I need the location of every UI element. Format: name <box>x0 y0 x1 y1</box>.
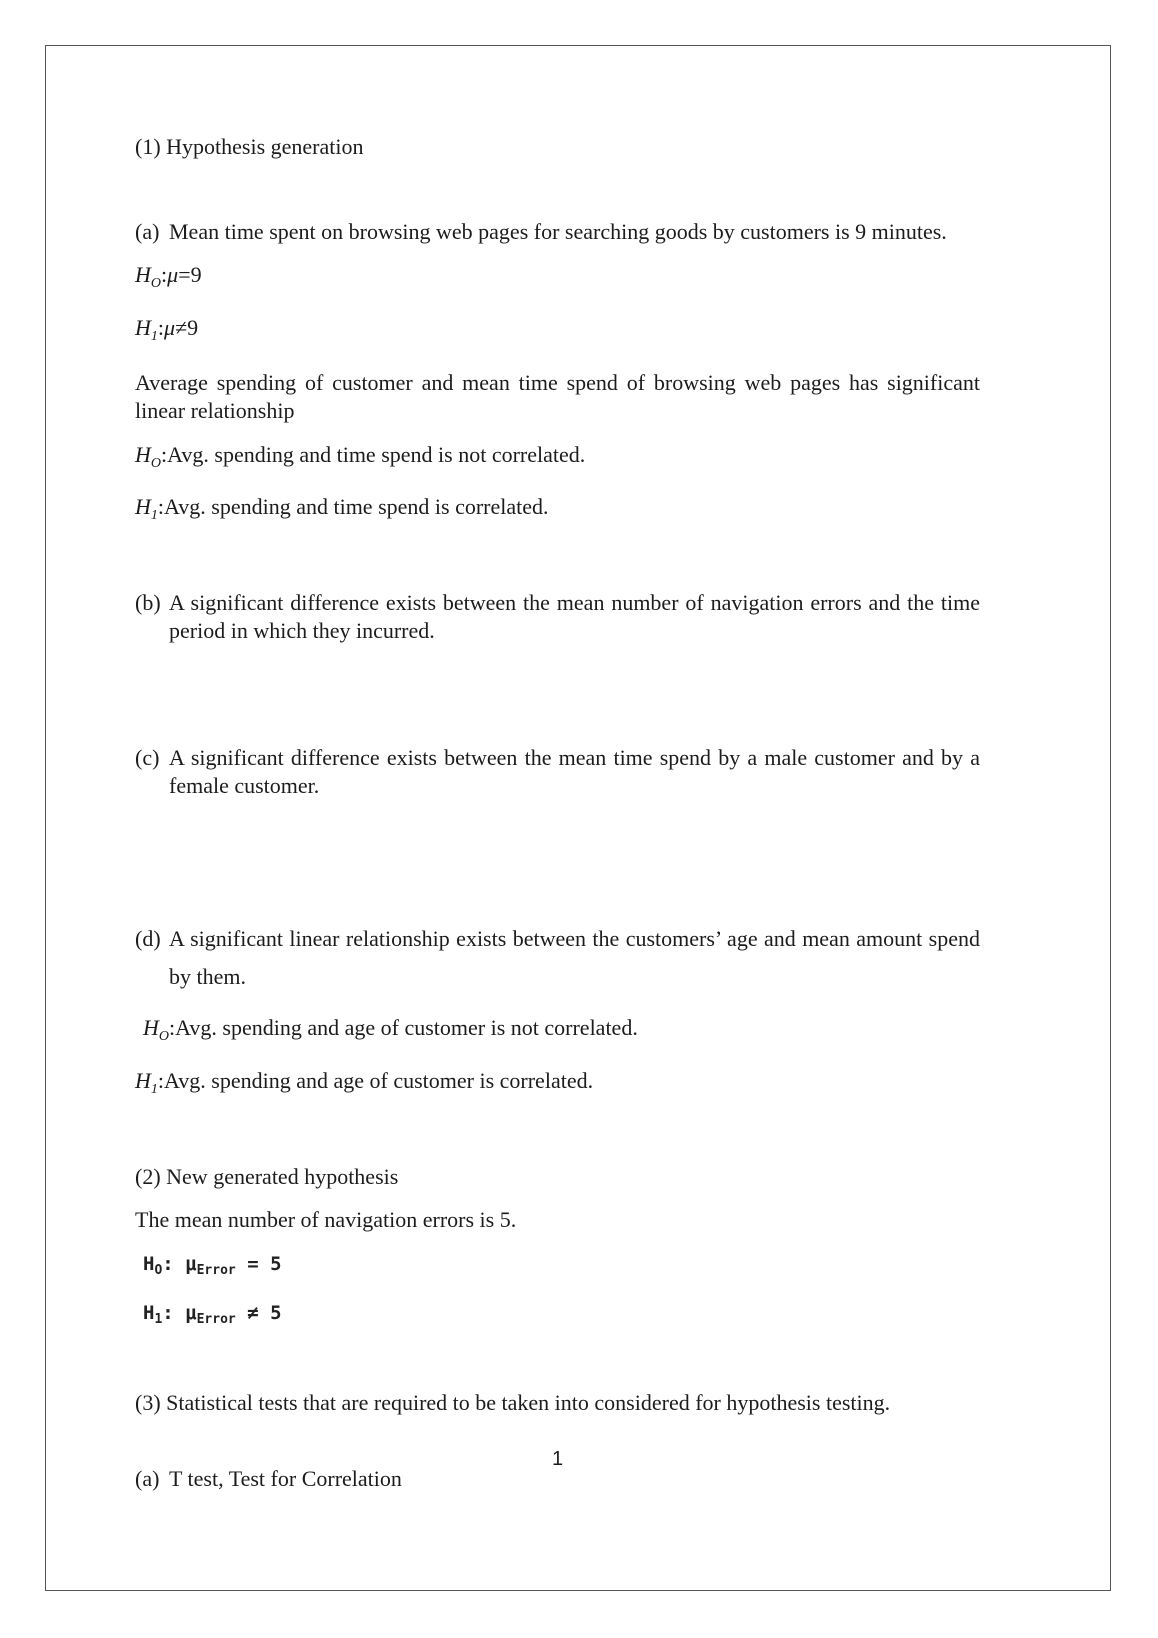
section-2-title: (2) New generated hypothesis <box>135 1164 399 1189</box>
math-subscript: O <box>150 456 162 471</box>
math-subscript: Error <box>196 1263 236 1278</box>
math-tail: ≠9 <box>175 315 199 340</box>
math-mid: : μ <box>162 1302 197 1324</box>
section-2-intro: The mean number of navigation errors is 5. <box>135 1207 517 1232</box>
math-var-h: H <box>143 1015 159 1040</box>
math-subscript: O <box>150 276 162 291</box>
math-subscript: 1 <box>154 1312 163 1327</box>
list-item-text: A significant difference exists between the mean number of navigation errors and the time period in which they incurred. <box>169 590 980 643</box>
list-item-text: T test, Test for Correlation <box>169 1466 402 1491</box>
math-tail: =9 <box>178 262 202 287</box>
hypothesis-h1-time <box>135 493 980 530</box>
list-item-text: A significant difference exists between the mean time spend by a male customer and by a female customer. <box>169 745 980 798</box>
list-item-label: (b) <box>135 590 161 615</box>
list-item-text: Mean time spent on browsing web pages for searching goods by customers is 9 minutes. <box>169 219 947 244</box>
list-item-label: (d) <box>135 926 161 951</box>
section-3-title: (3) Statistical tests that are required to be taken into considered for hypothesis testing. <box>135 1390 891 1415</box>
math-var-h: H <box>135 494 151 519</box>
math-subscript: 1 <box>150 329 158 344</box>
math-mid: : μ <box>162 1253 197 1275</box>
hypothesis-h0-mu <box>135 261 980 298</box>
hypothesis-h0-error <box>143 1251 980 1284</box>
math-var-h: H <box>135 442 151 467</box>
list-item-d <box>135 920 980 996</box>
list-item-c <box>135 744 980 800</box>
math-var-h: H <box>143 1253 155 1275</box>
math-var-h: H <box>135 315 151 340</box>
list-item-label: (a) <box>135 219 160 244</box>
page-content <box>135 133 980 1493</box>
math-var-h: H <box>143 1302 155 1324</box>
math-var-h: H <box>135 1068 151 1093</box>
list-item-b <box>135 589 980 645</box>
math-colon: : <box>157 315 165 340</box>
paragraph-avg-spending: Average spending of customer and mean time spend of browsing web pages has significant linear relationship <box>135 370 980 423</box>
math-tail: = 5 <box>235 1253 282 1275</box>
math-tail: Avg. spending and time spend is not correlated. <box>167 442 586 467</box>
math-colon: : <box>161 442 168 467</box>
math-subscript: O <box>154 1263 163 1278</box>
hypothesis-h1-age <box>135 1067 980 1104</box>
page-number: 1 <box>551 1448 564 1470</box>
math-colon: : <box>169 1015 176 1040</box>
list-item-label: (c) <box>135 745 160 770</box>
hypothesis-h1-error <box>143 1300 980 1333</box>
math-subscript: 1 <box>150 508 158 523</box>
hypothesis-h1-mu <box>135 314 980 351</box>
section-1-title: (1) Hypothesis generation <box>135 134 364 159</box>
math-var-mu: μ <box>167 262 179 287</box>
math-subscript: Error <box>196 1312 236 1327</box>
math-subscript: O <box>158 1029 170 1044</box>
hypothesis-h0-time <box>135 441 980 478</box>
math-colon: : <box>157 1068 165 1093</box>
hypothesis-h0-age <box>143 1014 980 1051</box>
math-colon: : <box>157 494 165 519</box>
math-tail: Avg. spending and time spend is correlated. <box>164 494 549 519</box>
list-item-text: A significant linear relationship exists between the customers’ age and mean amount spend by them. <box>169 926 980 989</box>
math-tail: Avg. spending and age of customer is correlated. <box>164 1068 594 1093</box>
math-subscript: 1 <box>150 1082 158 1097</box>
list-item-label: (a) <box>135 1466 160 1491</box>
math-colon: : <box>161 262 168 287</box>
list-item-a <box>135 218 980 246</box>
math-tail: ≠ 5 <box>235 1302 282 1324</box>
math-var-h: H <box>135 262 151 287</box>
math-var-mu: μ <box>164 315 176 340</box>
math-tail: Avg. spending and age of customer is not correlated. <box>175 1015 638 1040</box>
